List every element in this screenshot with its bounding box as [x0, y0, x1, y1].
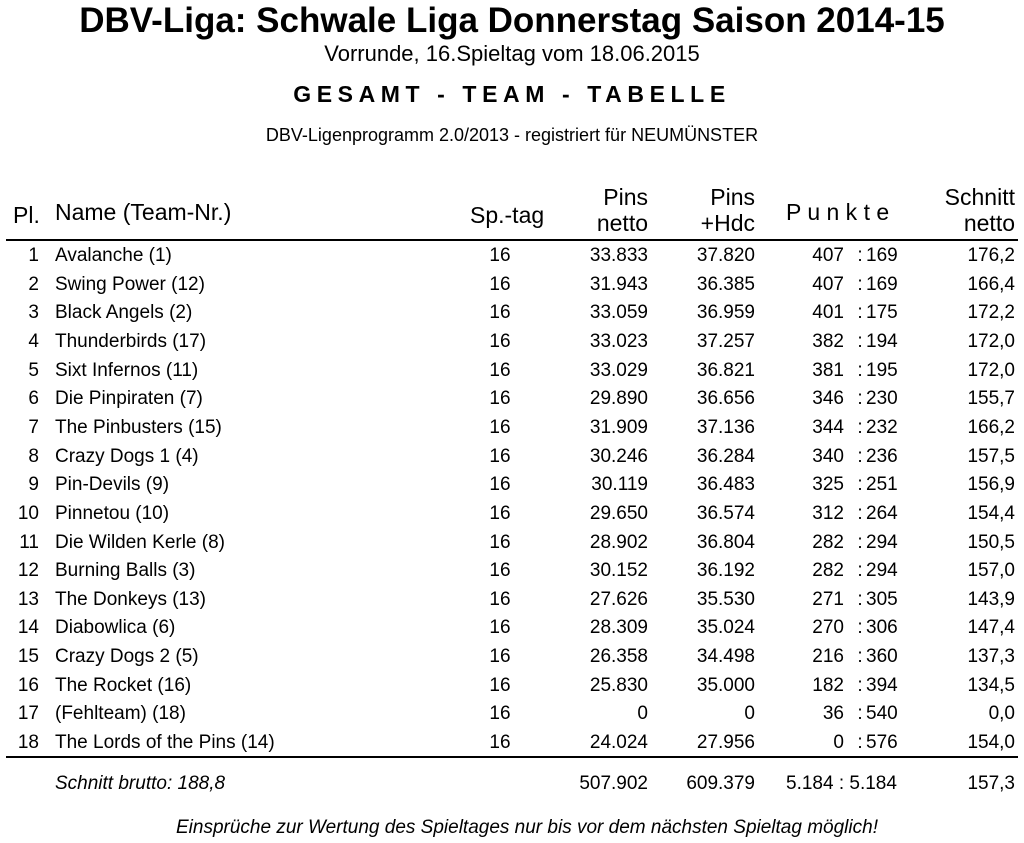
cell-punkte-minus: 169 — [866, 245, 898, 266]
cell-pins-netto: 33.059 — [589, 302, 648, 324]
cell-punkte-minus: 294 — [866, 560, 898, 582]
summary-label: Schnitt brutto: 188,8 — [55, 773, 226, 794]
cell-pins-netto: 26.358 — [589, 646, 648, 668]
summary-schnitt: 157,3 — [967, 773, 1015, 794]
summary-rule — [6, 756, 1018, 758]
cell-punkte-plus: 382 — [812, 330, 844, 352]
cell-spieltag: 16 — [489, 588, 511, 610]
cell-punkte-plus: 0 — [833, 732, 844, 754]
cell-team-name: Pin-Devils (9) — [55, 474, 170, 496]
col-header-pl: Pl. — [13, 202, 40, 228]
cell-place: 14 — [17, 617, 39, 639]
cell-schnitt-netto: 134,5 — [967, 674, 1015, 696]
cell-pins-netto: 29.650 — [589, 502, 648, 524]
cell-place: 3 — [28, 302, 39, 324]
cell-punkte-minus: 175 — [866, 302, 898, 324]
cell-spieltag: 16 — [489, 531, 511, 553]
cell-pins-netto: 29.890 — [589, 388, 648, 410]
cell-pins-hdc: 36.192 — [696, 560, 755, 582]
table-row — [0, 414, 1024, 443]
cell-punkte-plus: 312 — [812, 502, 844, 524]
cell-team-name: Avalanche (1) — [55, 245, 172, 266]
cell-team-name: Die Wilden Kerle (8) — [55, 531, 225, 553]
cell-schnitt-netto: 154,4 — [967, 502, 1015, 524]
cell-team-name: Thunderbirds (17) — [55, 330, 207, 352]
cell-punkte-separator: : — [857, 703, 863, 725]
table-row — [0, 242, 1024, 271]
cell-pins-netto: 30.246 — [589, 445, 648, 467]
cell-punkte-plus: 344 — [812, 416, 844, 438]
page-subtitle: Vorrunde, 16.Spieltag vom 18.06.2015 — [324, 41, 700, 66]
cell-punkte-plus: 340 — [812, 445, 844, 467]
cell-punkte-minus: 195 — [866, 359, 898, 381]
table-heading: GESAMT - TEAM - TABELLE — [293, 81, 731, 107]
cell-punkte-minus: 576 — [866, 732, 898, 754]
cell-punkte-minus: 230 — [866, 388, 898, 410]
cell-place: 6 — [28, 388, 39, 410]
cell-spieltag: 16 — [489, 445, 511, 467]
cell-schnitt-netto: 155,7 — [967, 388, 1015, 410]
cell-schnitt-netto: 154,0 — [967, 732, 1015, 754]
table-row — [0, 700, 1024, 729]
cell-place: 5 — [28, 359, 39, 381]
cell-punkte-minus: 360 — [866, 646, 898, 668]
cell-schnitt-netto: 172,2 — [967, 302, 1015, 324]
cell-team-name: The Rocket (16) — [55, 674, 192, 696]
cell-schnitt-netto: 157,5 — [967, 445, 1015, 467]
cell-pins-netto: 27.626 — [589, 588, 648, 610]
cell-place: 1 — [28, 245, 39, 266]
table-row — [0, 643, 1024, 672]
cell-pins-netto: 31.909 — [589, 416, 648, 438]
cell-spieltag: 16 — [489, 646, 511, 668]
cell-spieltag: 16 — [489, 302, 511, 324]
cell-pins-hdc: 37.136 — [696, 416, 755, 438]
cell-pins-hdc: 36.959 — [696, 302, 755, 324]
cell-punkte-separator: : — [857, 330, 863, 352]
table-row — [0, 729, 1024, 758]
cell-team-name: Crazy Dogs 1 (4) — [55, 445, 199, 467]
summary-punkte: 5.184 : 5.184 — [786, 773, 897, 794]
col-header-pins-hdc-1: Pins — [710, 184, 755, 210]
cell-spieltag: 16 — [489, 474, 511, 496]
cell-punkte-minus: 294 — [866, 531, 898, 553]
cell-punkte-minus: 251 — [866, 474, 898, 496]
table-row — [0, 614, 1024, 643]
cell-schnitt-netto: 166,2 — [967, 416, 1015, 438]
cell-schnitt-netto: 137,3 — [967, 646, 1015, 668]
cell-place: 11 — [19, 531, 39, 553]
cell-spieltag: 16 — [489, 273, 511, 295]
cell-pins-netto: 33.833 — [589, 245, 648, 266]
cell-punkte-separator: : — [857, 302, 863, 324]
cell-punkte-separator: : — [857, 588, 863, 610]
cell-pins-netto: 33.029 — [589, 359, 648, 381]
footer-note: Einsprüche zur Wertung des Spieltages nur bis vor dem nächsten Spieltag möglich! — [176, 817, 878, 838]
cell-punkte-separator: : — [857, 560, 863, 582]
cell-team-name: Pinnetou (10) — [55, 502, 170, 524]
summary-pins-netto: 507.902 — [579, 773, 648, 794]
cell-punkte-separator: : — [857, 474, 863, 496]
cell-schnitt-netto: 172,0 — [967, 330, 1015, 352]
cell-schnitt-netto: 166,4 — [967, 273, 1015, 295]
cell-team-name: Swing Power (12) — [55, 273, 205, 295]
cell-pins-hdc: 35.000 — [696, 674, 755, 696]
table-row — [0, 271, 1024, 300]
cell-team-name: The Donkeys (13) — [55, 588, 207, 610]
cell-place: 10 — [17, 502, 39, 524]
cell-pins-hdc: 37.820 — [696, 245, 755, 266]
cell-team-name: Black Angels (2) — [55, 302, 193, 324]
cell-spieltag: 16 — [489, 245, 511, 266]
cell-schnitt-netto: 143,9 — [967, 588, 1015, 610]
cell-place: 18 — [17, 732, 39, 754]
cell-punkte-plus: 182 — [812, 674, 844, 696]
cell-pins-hdc: 36.483 — [696, 474, 755, 496]
cell-punkte-separator: : — [857, 245, 863, 266]
cell-punkte-separator: : — [857, 502, 863, 524]
cell-place: 16 — [17, 674, 39, 696]
table-row — [0, 299, 1024, 328]
cell-punkte-minus: 264 — [866, 502, 898, 524]
cell-punkte-separator: : — [857, 416, 863, 438]
cell-pins-hdc: 0 — [744, 703, 755, 725]
cell-spieltag: 16 — [489, 359, 511, 381]
cell-punkte-minus: 394 — [866, 674, 898, 696]
cell-schnitt-netto: 147,4 — [967, 617, 1015, 639]
cell-place: 12 — [17, 560, 39, 582]
program-note: DBV-Ligenprogramm 2.0/2013 - registriert für NEUMÜNSTER — [265, 125, 759, 145]
col-header-punkte: P u n k t e — [786, 199, 890, 225]
col-header-name: Name (Team-Nr.) — [55, 199, 232, 225]
cell-punkte-plus: 407 — [812, 245, 844, 266]
cell-place: 17 — [17, 703, 39, 725]
cell-punkte-minus: 194 — [866, 330, 898, 352]
cell-place: 15 — [17, 646, 39, 668]
cell-team-name: The Pinbusters (15) — [55, 416, 222, 438]
cell-pins-netto: 33.023 — [589, 330, 648, 352]
cell-place: 9 — [28, 474, 39, 496]
cell-team-name: Burning Balls (3) — [55, 560, 196, 582]
cell-punkte-minus: 169 — [866, 273, 898, 295]
cell-punkte-minus: 236 — [866, 445, 898, 467]
cell-pins-hdc: 37.257 — [696, 330, 755, 352]
cell-spieltag: 16 — [489, 330, 511, 352]
cell-schnitt-netto: 156,9 — [967, 474, 1015, 496]
cell-punkte-plus: 216 — [812, 646, 844, 668]
cell-pins-hdc: 36.804 — [696, 531, 755, 553]
cell-punkte-plus: 407 — [812, 273, 844, 295]
cell-pins-netto: 24.024 — [589, 732, 648, 754]
cell-pins-hdc: 27.956 — [696, 732, 755, 754]
cell-spieltag: 16 — [489, 388, 511, 410]
col-header-schnitt-1: Schnitt — [944, 184, 1015, 210]
table-row — [0, 357, 1024, 386]
cell-pins-hdc: 34.498 — [696, 646, 755, 668]
table-row — [0, 529, 1024, 558]
cell-schnitt-netto: 176,2 — [967, 245, 1015, 266]
cell-punkte-separator: : — [857, 388, 863, 410]
cell-place: 13 — [17, 588, 39, 610]
cell-punkte-plus: 401 — [812, 302, 844, 324]
cell-pins-netto: 25.830 — [589, 674, 648, 696]
cell-punkte-minus: 232 — [866, 416, 898, 438]
cell-team-name: Die Pinpiraten (7) — [55, 388, 203, 410]
col-header-pins-netto-1: Pins — [603, 184, 648, 210]
cell-punkte-separator: : — [857, 646, 863, 668]
col-header-pins-netto-2: netto — [596, 210, 648, 236]
table-row — [0, 586, 1024, 615]
cell-pins-hdc: 36.574 — [696, 502, 755, 524]
cell-punkte-minus: 305 — [866, 588, 898, 610]
col-header-schnitt-2: netto — [963, 210, 1015, 236]
cell-spieltag: 16 — [489, 617, 511, 639]
cell-pins-netto: 30.119 — [591, 474, 648, 496]
cell-punkte-plus: 282 — [812, 531, 844, 553]
cell-punkte-plus: 36 — [822, 703, 844, 725]
cell-punkte-separator: : — [857, 531, 863, 553]
cell-team-name: Sixt Infernos (11) — [55, 359, 199, 381]
cell-team-name: Crazy Dogs 2 (5) — [55, 646, 199, 668]
cell-spieltag: 16 — [489, 560, 511, 582]
cell-punkte-plus: 271 — [812, 588, 844, 610]
table-row — [0, 471, 1024, 500]
table-row — [0, 328, 1024, 357]
table-row — [0, 500, 1024, 529]
summary-pins-hdc: 609.379 — [686, 773, 755, 794]
cell-team-name: Diabowlica (6) — [55, 617, 176, 639]
cell-schnitt-netto: 150,5 — [967, 531, 1015, 553]
cell-punkte-separator: : — [857, 359, 863, 381]
cell-team-name: (Fehlteam) (18) — [55, 703, 186, 725]
cell-pins-netto: 30.152 — [589, 560, 648, 582]
cell-pins-hdc: 36.821 — [696, 359, 755, 381]
cell-place: 7 — [28, 416, 39, 438]
cell-punkte-plus: 381 — [812, 359, 844, 381]
cell-pins-hdc: 36.284 — [696, 445, 755, 467]
table-row — [0, 385, 1024, 414]
cell-place: 4 — [28, 330, 39, 352]
cell-schnitt-netto: 157,0 — [967, 560, 1015, 582]
table-row — [0, 443, 1024, 472]
cell-pins-hdc: 36.656 — [696, 388, 755, 410]
cell-punkte-minus: 306 — [866, 617, 898, 639]
cell-punkte-separator: : — [857, 732, 863, 754]
cell-pins-hdc: 35.530 — [696, 588, 755, 610]
cell-punkte-plus: 270 — [812, 617, 844, 639]
header-rule — [6, 239, 1018, 241]
cell-pins-hdc: 36.385 — [696, 273, 755, 295]
cell-pins-netto: 0 — [637, 703, 648, 725]
cell-spieltag: 16 — [489, 502, 511, 524]
cell-punkte-plus: 346 — [812, 388, 844, 410]
cell-punkte-separator: : — [857, 674, 863, 696]
cell-team-name: The Lords of the Pins (14) — [55, 732, 275, 754]
cell-pins-netto: 31.943 — [589, 273, 648, 295]
cell-schnitt-netto: 172,0 — [967, 359, 1015, 381]
table-row — [0, 672, 1024, 701]
cell-punkte-plus: 282 — [812, 560, 844, 582]
cell-punkte-minus: 540 — [866, 703, 898, 725]
cell-schnitt-netto: 0,0 — [988, 703, 1015, 725]
col-header-pins-hdc-2: +Hdc — [700, 210, 755, 236]
cell-punkte-separator: : — [857, 617, 863, 639]
cell-punkte-separator: : — [857, 273, 863, 295]
cell-pins-netto: 28.309 — [589, 617, 648, 639]
cell-punkte-separator: : — [857, 445, 863, 467]
page-title: DBV-Liga: Schwale Liga Donnerstag Saison 2014-15 — [79, 1, 945, 40]
cell-place: 2 — [28, 273, 39, 295]
cell-spieltag: 16 — [489, 416, 511, 438]
cell-spieltag: 16 — [489, 703, 511, 725]
col-header-spieltag: Sp.-tag — [470, 202, 545, 228]
table-row — [0, 557, 1024, 586]
cell-spieltag: 16 — [489, 732, 511, 754]
cell-pins-netto: 28.902 — [589, 531, 648, 553]
cell-punkte-plus: 325 — [812, 474, 844, 496]
cell-place: 8 — [28, 445, 39, 467]
cell-pins-hdc: 35.024 — [696, 617, 755, 639]
cell-spieltag: 16 — [489, 674, 511, 696]
